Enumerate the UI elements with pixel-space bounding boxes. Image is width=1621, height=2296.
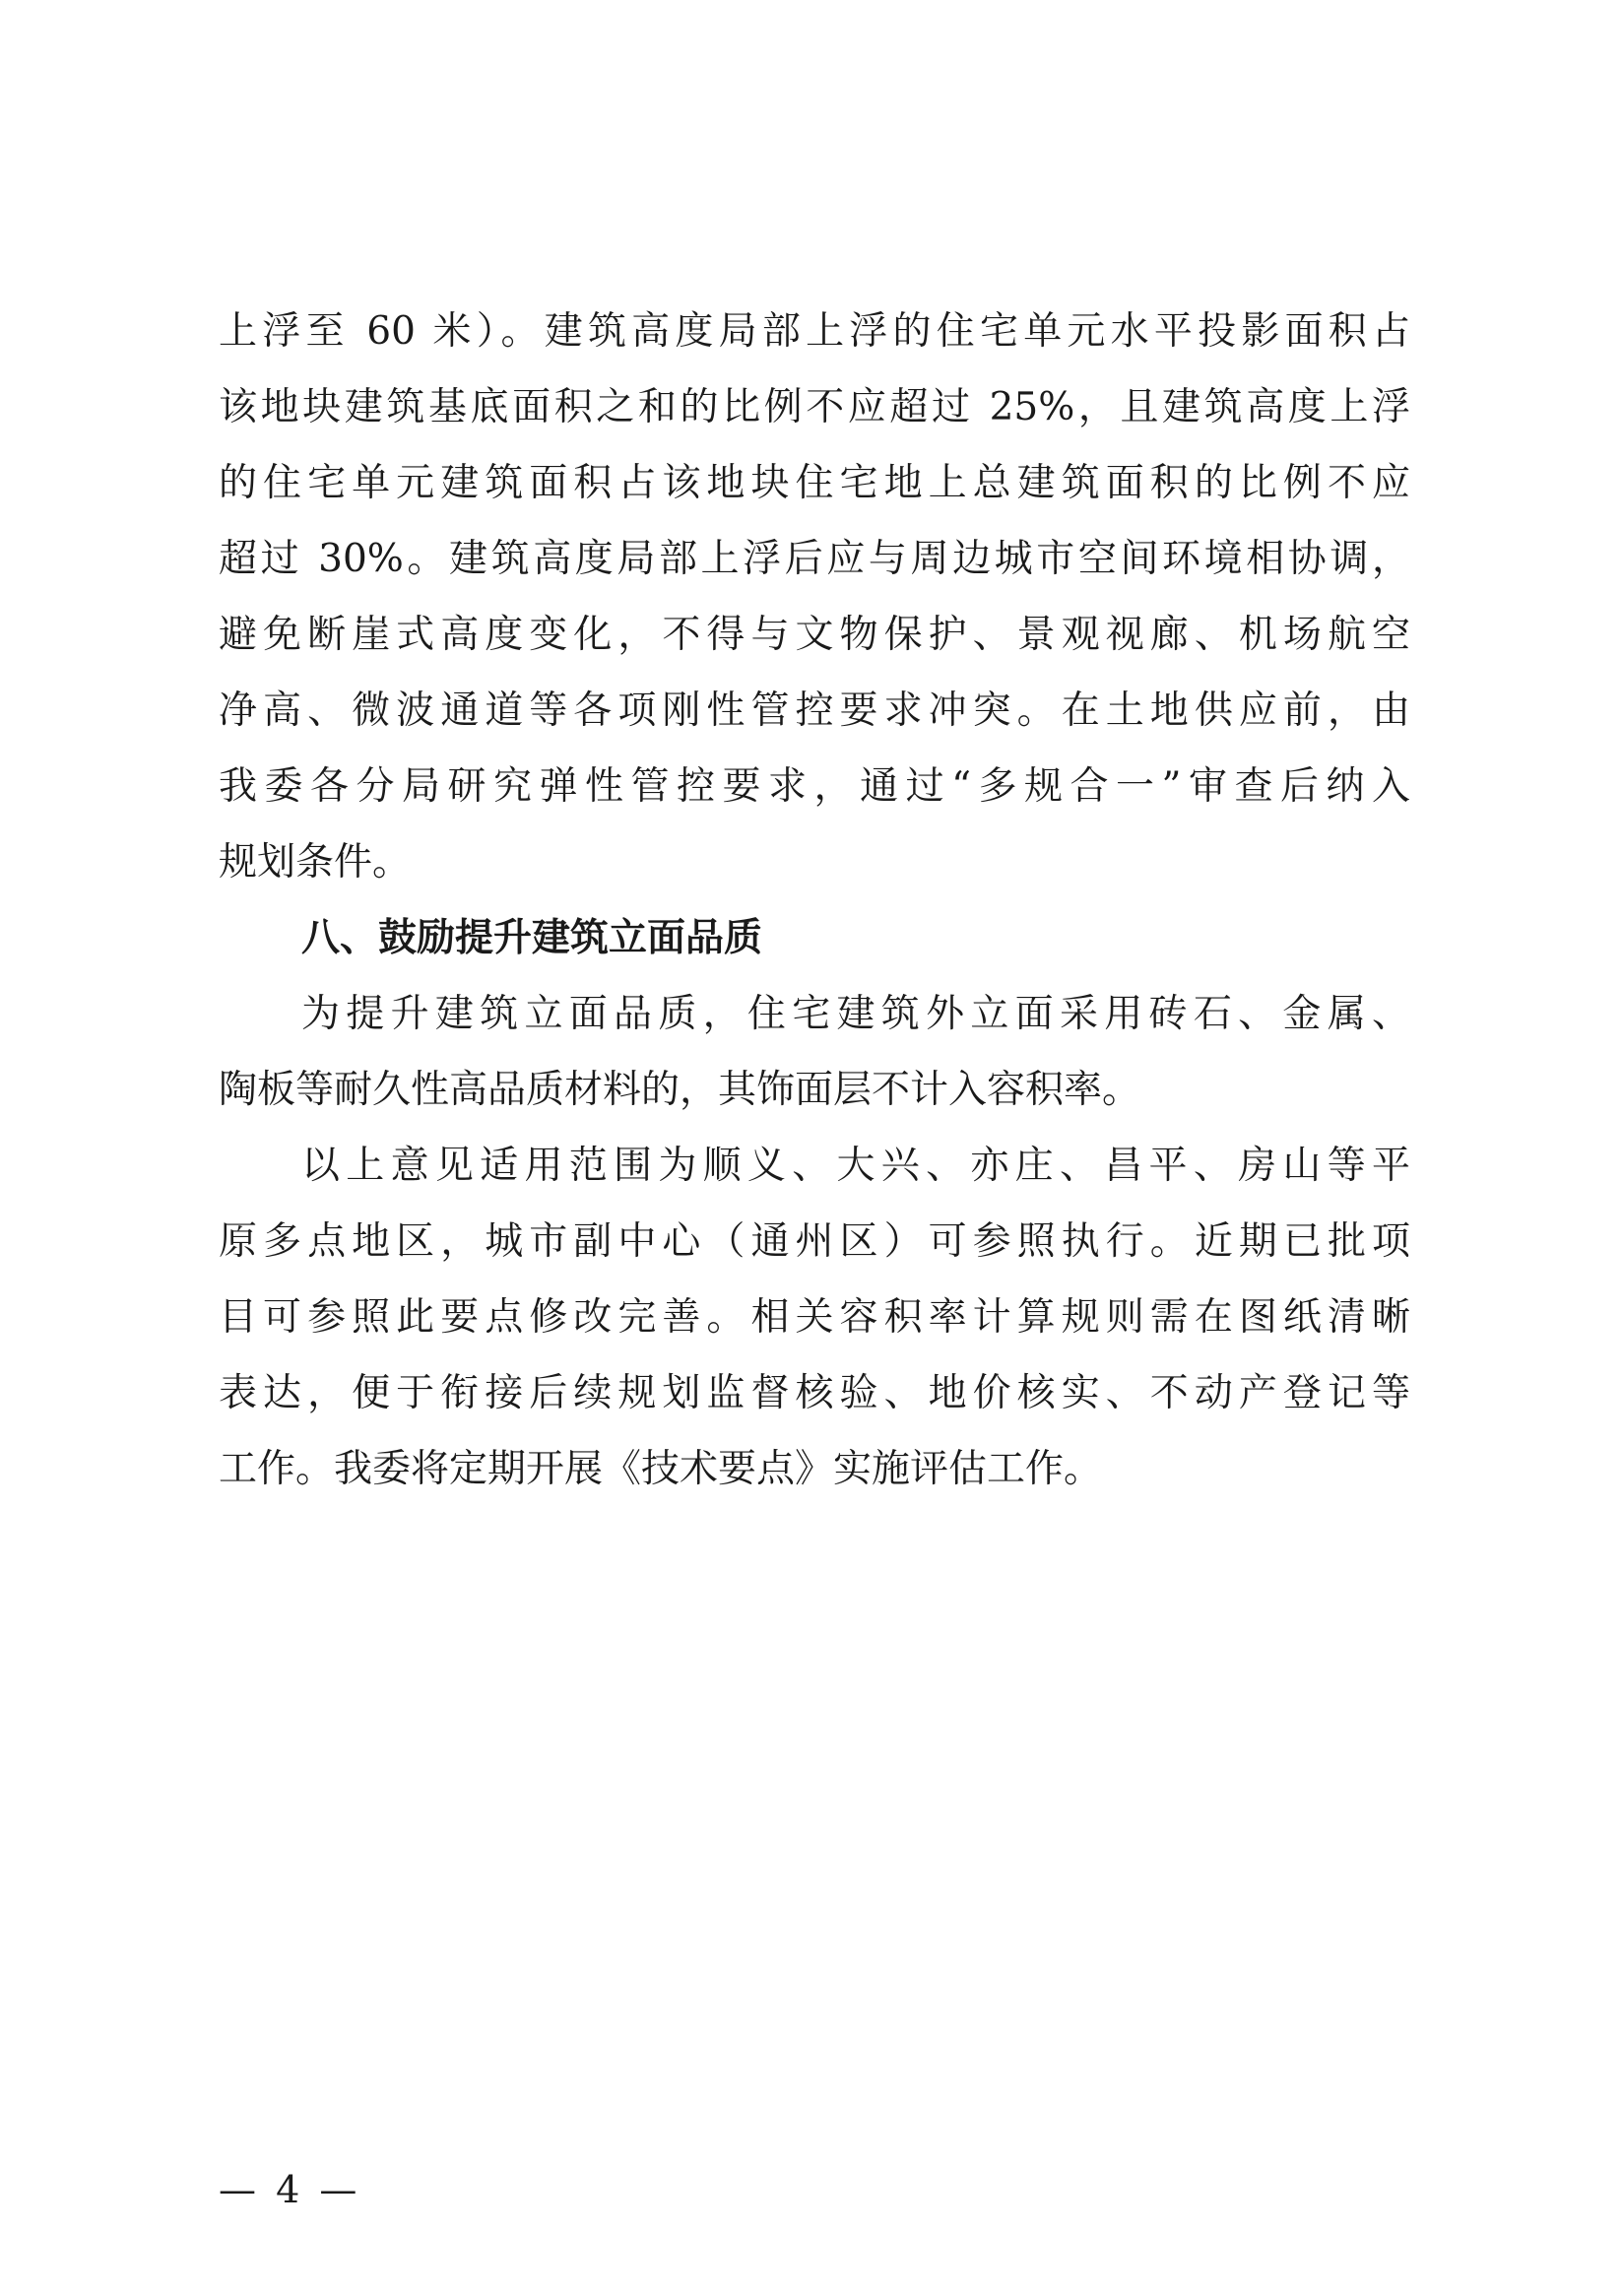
paragraph-line: 上浮至 60 米）。建筑高度局部上浮的住宅单元水平投影面积占 bbox=[219, 309, 1410, 354]
section-heading: 八、鼓励提升建筑立面品质 bbox=[301, 916, 763, 960]
paragraph-line: 为提升建筑立面品质，住宅建筑外立面采用砖石、金属、 bbox=[301, 992, 1410, 1036]
section-facade-quality bbox=[219, 900, 1410, 1128]
paragraph-line: 我委各分局研究弹性管控要求，通过“多规合一”审查后纳入 bbox=[219, 764, 1410, 809]
paragraph-line: 超过 30%。建筑高度局部上浮后应与周边城市空间环境相协调， bbox=[219, 537, 1410, 581]
document-body bbox=[219, 294, 1410, 1507]
paragraph-line: 该地块建筑基底面积之和的比例不应超过 25%，且建筑高度上浮 bbox=[219, 385, 1410, 429]
paragraph-line: 净高、微波通道等各项刚性管控要求冲突。在土地供应前，由 bbox=[219, 689, 1410, 733]
paragraph-height-float bbox=[219, 294, 1410, 900]
page-number: — 4 — bbox=[219, 2168, 361, 2211]
paragraph-line: 避免断崖式高度变化，不得与文物保护、景观视廊、机场航空 bbox=[219, 613, 1410, 657]
paragraph-line: 的住宅单元建筑面积占该地块住宅地上总建筑面积的比例不应 bbox=[219, 461, 1410, 505]
paragraph-line: 表达，便于衔接后续规划监督核验、地价核实、不动产登记等 bbox=[219, 1371, 1410, 1415]
paragraph-line: 工作。我委将定期开展《技术要点》实施评估工作。 bbox=[219, 1447, 1103, 1491]
paragraph-line: 目可参照此要点修改完善。相关容积率计算规则需在图纸清晰 bbox=[219, 1295, 1410, 1340]
paragraph-line: 规划条件。 bbox=[219, 840, 412, 885]
paragraph-line: 原多点地区，城市副中心（通州区）可参照执行。近期已批项 bbox=[219, 1219, 1410, 1264]
paragraph-line: 以上意见适用范围为顺义、大兴、亦庄、昌平、房山等平 bbox=[301, 1144, 1410, 1188]
closing-paragraph bbox=[219, 1128, 1410, 1507]
paragraph-line: 陶板等耐久性高品质材料的，其饰面层不计入容积率。 bbox=[219, 1068, 1141, 1112]
